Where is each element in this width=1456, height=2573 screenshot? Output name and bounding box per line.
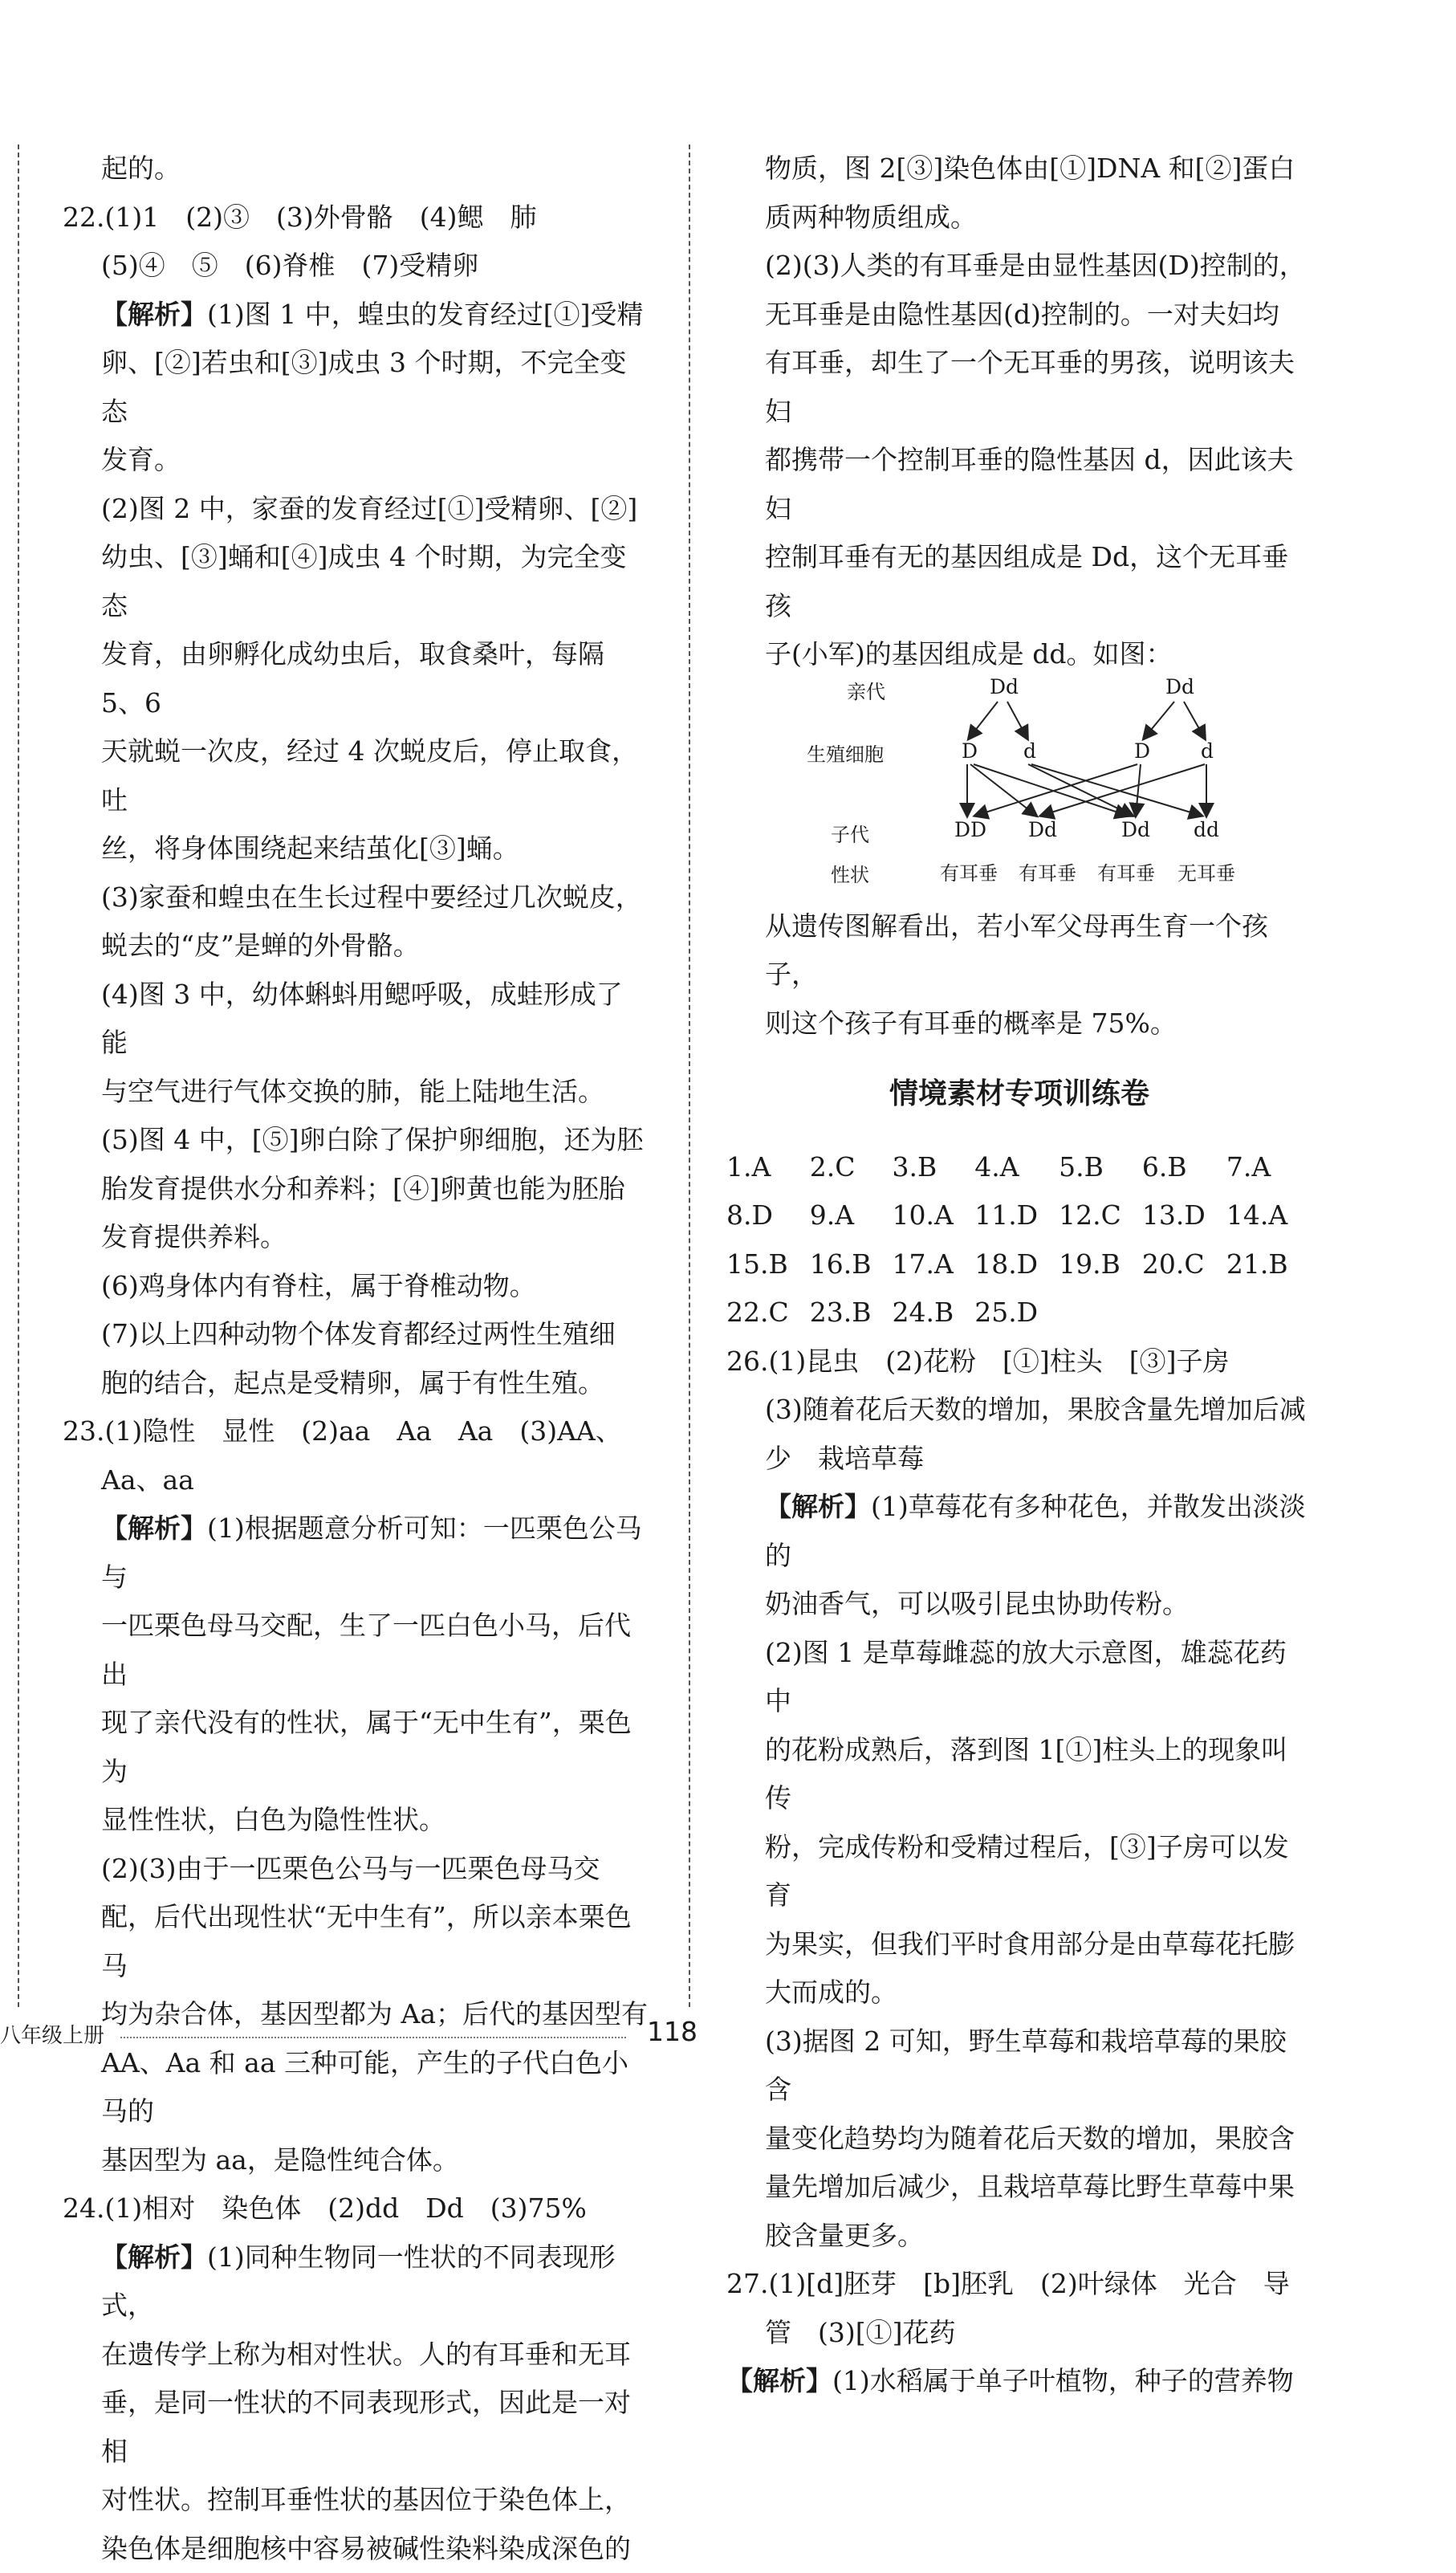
text-line [63,1116,649,1165]
line-text: (1)图 1 中，蝗虫的发育经过[①]受精 [207,299,643,330]
grade-label: 八年级上册 [0,2019,104,2049]
text-line [63,1359,649,1408]
answer-item: 15.B [726,1240,789,1289]
text-line [63,145,649,193]
text-line [63,291,649,340]
text-line [726,902,1312,999]
text-line [726,2163,1312,2212]
line-text: Aa、aa [101,1464,194,1496]
line-text: 量先增加后减少，且栽培草莓比野生草莓中果 [765,2171,1295,2202]
text-line [63,1504,649,1602]
answer-item: 17.A [892,1240,954,1289]
answer-item: 24.B [892,1289,954,1337]
gamete: D [1134,740,1150,763]
text-line [63,2136,649,2185]
line-text: 胶含量更多。 [765,2220,924,2251]
text-line [63,630,649,727]
trait-label: 有耳垂 [1097,862,1155,885]
label-offspring: 子代 [831,824,869,846]
text-line [726,436,1312,533]
line-text: 基因型为 aa，是隐性纯合体。 [101,2144,459,2176]
line-text: 子(小军)的基因组成是 dd。如图： [765,638,1173,670]
answer-item: 25.D [974,1289,1038,1337]
line-text: (5)图 4 中，[⑤]卵白除了保护卵细胞，还为胚 [101,1124,643,1155]
line-text: 丝，将身体围绕起来结茧化[③]蛹。 [101,833,519,864]
text-line [63,1845,649,1894]
line-text: 23.(1)隐性 显性 (2)aa Aa Aa (3)AA、 [63,1415,622,1447]
answer-item: 21.B [1226,1240,1288,1289]
text-line [726,630,1312,679]
text-line [726,339,1312,436]
line-text: (7)以上四种动物个体发育都经过两性生殖细 [101,1318,616,1350]
left-column [63,145,649,2573]
analysis-tag: 【解析】 [101,2241,207,2273]
text-line [726,1629,1312,1726]
heredity-arrows [726,681,1312,896]
line-text: 为果实，但我们平时食用部分是由草莓花托膨 [765,1928,1295,1960]
answer-item: 16.B [810,1240,872,1289]
line-text: 质两种物质组成。 [765,202,977,233]
answer-grid [726,1143,1312,1337]
gamete: d [1023,740,1036,763]
line-text: (1)同种生物同一性状的不同表现形式， [101,2241,616,2322]
line-text: 天就蜕一次皮，经过 4 次蜕皮后，停止取食，吐 [101,735,638,816]
text-line [726,1435,1312,1484]
line-text: 显性性状，白色为隐性性状。 [101,1804,445,1835]
answer-item: 14.A [1226,1191,1288,1240]
text-line [726,1968,1312,2017]
line-text: 染色体是细胞核中容易被碱性染料染成深色的 [101,2533,631,2564]
answer-item: 7.A [1226,1143,1288,1192]
analysis-tag: 【解析】 [726,2365,832,2396]
line-text: 对性状。控制耳垂性状的基因位于染色体上， [101,2484,631,2515]
text-line [726,2115,1312,2164]
text-line [726,1337,1312,1386]
text-line [63,2525,649,2573]
line-text: (6)鸡身体内有脊柱，属于脊椎动物。 [101,1270,536,1301]
line-text: (4)图 3 中，幼体蝌蚪用鳃呼吸，成蛙形成了能 [101,979,623,1059]
text-line [726,242,1312,291]
line-text: 奶油香气，可以吸引昆虫协助传粉。 [765,1588,1189,1619]
text-line [63,727,649,824]
text-line [63,1262,649,1311]
gamete: D [962,740,978,763]
analysis-tag: 【解析】 [765,1491,871,1522]
text-line [63,1310,649,1359]
line-text: 垂，是同一性状的不同表现形式，因此是一对相 [101,2387,631,2467]
text-line [63,1893,649,1990]
line-text: (3)随着花后天数的增加，果胶含量先增加后减 [765,1394,1306,1425]
text-line [63,242,649,291]
text-line [63,824,649,873]
text-line [726,145,1312,193]
answer-item: 1.A [726,1143,789,1192]
text-line [63,2039,649,2136]
answer-item: 5.B [1059,1143,1121,1192]
trait-label: 有耳垂 [940,862,998,885]
section-title: 情境素材专项训练卷 [726,1070,1312,1119]
text-line [726,1920,1312,1969]
answer-item: 18.D [974,1240,1038,1289]
text-line [726,2260,1312,2309]
answer-item: 12.C [1059,1191,1121,1240]
label-trait: 性状 [831,864,869,886]
text-line [63,485,649,534]
line-text: 少 栽培草莓 [765,1443,924,1474]
offspring-genotype: Dd [1028,819,1057,841]
label-gamete: 生殖细胞 [807,743,884,766]
line-text: 都携带一个控制耳垂的隐性基因 d，因此该夫妇 [765,444,1294,524]
line-text: (1)根据题意分析可知：一匹栗色公马与 [101,1512,642,1593]
answer-item: 11.D [974,1191,1038,1240]
text-line [63,1699,649,1796]
text-line [726,1726,1312,1823]
text-line [63,2476,649,2525]
text-line [63,2233,649,2331]
gamete: d [1201,740,1214,763]
line-text: 24.(1)相对 染色体 (2)dd Dd (3)75% [63,2192,587,2224]
line-text: 卵、[②]若虫和[③]成虫 3 个时期，不完全变态 [101,347,626,427]
line-text: (1)水稻属于单子叶植物，种子的营养物 [832,2365,1294,2396]
line-text: (1)草莓花有多种花色，并散发出淡淡的 [765,1491,1306,1571]
trait-label: 无耳垂 [1177,862,1235,885]
line-text: (2)(3)人类的有耳垂是由显性基因(D)控制的， [765,250,1306,281]
line-text: 胞的结合，起点是受精卵，属于有性生殖。 [101,1367,604,1398]
line-text: 一匹栗色母马交配，生了一匹白色小马，后代出 [101,1610,631,1690]
answer-item: 9.A [810,1191,872,1240]
line-text: 则这个孩子有耳垂的概率是 75%。 [765,1008,1177,1039]
text-line [63,193,649,242]
text-line [63,1796,649,1845]
line-text: 有耳垂，却生了一个无耳垂的男孩，说明该夫妇 [765,347,1295,427]
page-footer [0,2019,1456,2051]
line-text: 现了亲代没有的性状，属于“无中生有”，栗色为 [101,1707,632,1787]
line-text: (2)图 1 是草莓雌蕊的放大示意图，雄蕊花药中 [765,1637,1287,1717]
text-line [63,1602,649,1699]
answer-item: 22.C [726,1289,789,1337]
text-line [63,339,649,436]
answer-item: 2.C [810,1143,872,1192]
line-text: 物质，图 2[③]染色体由[①]DNA 和[②]蛋白 [765,153,1295,184]
line-text: 发育。 [101,444,181,475]
answer-item: 23.B [810,1289,872,1337]
line-text: 27.(1)[d]胚芽 [b]胚乳 (2)叶绿体 光合 导 [726,2268,1290,2299]
answer-item: 4.A [974,1143,1038,1192]
line-text: AA、Aa 和 aa 三种可能，产生的子代白色小马的 [101,2047,628,2127]
text-line [726,2309,1312,2358]
line-text: 发育提供养料。 [101,1221,287,1252]
left-binding-line [18,145,19,2007]
line-text: 大而成的。 [765,1977,897,2008]
text-line [63,2331,649,2380]
answer-item: 10.A [892,1191,954,1240]
text-line [726,1823,1312,1920]
line-text: 26.(1)昆虫 (2)花粉 [①]柱头 [③]子房 [726,1346,1229,1377]
text-line [63,533,649,630]
line-text: 配，后代出现性状“无中生有”，所以亲本栗色马 [101,1901,632,1981]
answer-item: 19.B [1059,1240,1121,1289]
line-text: (2)(3)由于一匹栗色公马与一匹栗色母马交 [101,1853,600,1884]
line-text: 与空气进行气体交换的肺，能上陆地生活。 [101,1076,604,1107]
line-text: 控制耳垂有无的基因组成是 Dd，这个无耳垂孩 [765,541,1288,621]
line-text: 起的。 [101,153,181,184]
answer-item: 6.B [1142,1143,1206,1192]
line-text: 管 (3)[①]花药 [765,2317,956,2348]
line-text: 胎发育提供水分和养料；[④]卵黄也能为胚胎 [101,1173,625,1204]
line-text: 发育，由卵孵化成幼虫后，取食桑叶，每隔 5、6 [101,638,604,719]
line-text: 在遗传学上称为相对性状。人的有耳垂和无耳 [101,2339,631,2370]
heredity-diagram [726,681,1312,896]
parent-genotype: Dd [990,676,1019,698]
parent-genotype: Dd [1165,676,1194,698]
line-text: 从遗传图解看出，若小军父母再生育一个孩子， [765,910,1268,991]
offspring-genotype: Dd [1121,819,1150,841]
center-binding-line [689,145,690,2007]
line-text: (5)④ ⑤ (6)脊椎 (7)受精卵 [101,250,478,281]
line-text: 幼虫、[③]蛹和[④]成虫 4 个时期，为完全变态 [101,541,626,621]
text-line [726,193,1312,242]
text-line [63,1456,649,1505]
text-line [63,873,649,922]
text-line [63,1165,649,1214]
line-text: 蜕去的“皮”是蝉的外骨骼。 [101,930,420,961]
label-parent: 亲代 [847,681,885,703]
footer-dotted-line [120,2037,626,2038]
text-line [63,1213,649,1262]
line-text: (3)据图 2 可知，野生草莓和栽培草莓的果胶含 [765,2025,1287,2106]
analysis-tag: 【解析】 [101,299,207,330]
answer-item: 13.D [1142,1191,1206,1240]
line-text: (3)家蚕和蝗虫在生长过程中要经过几次蜕皮， [101,881,642,913]
answer-item: 8.D [726,1191,789,1240]
text-line [63,971,649,1068]
text-line [726,1386,1312,1435]
text-line [726,2357,1312,2406]
line-text: 均为杂合体，基因型都为 Aa；后代的基因型有 [101,1998,648,2029]
answer-item: 20.C [1142,1240,1206,1289]
text-line [63,1407,649,1456]
text-line [726,1483,1312,1580]
line-text: 无耳垂是由隐性基因(d)控制的。一对夫妇均 [765,299,1279,330]
line-text: 22.(1)1 (2)③ (3)外骨骼 (4)鳃 肺 [63,202,536,233]
text-line [63,436,649,485]
text-line [726,1580,1312,1629]
text-line [726,533,1312,630]
text-line [63,2184,649,2233]
text-line [726,291,1312,340]
right-column [726,145,1312,2406]
line-text: 量变化趋势均为随着花后天数的增加，果胶含 [765,2123,1295,2154]
offspring-genotype: dd [1194,819,1219,841]
analysis-tag: 【解析】 [101,1512,207,1544]
offspring-genotype: DD [954,819,986,841]
page-number: 118 [647,2016,697,2047]
answer-item: 3.B [892,1143,954,1192]
line-text: 粉，完成传粉和受精过程后，[③]子房可以发育 [765,1831,1289,1911]
text-line [63,1068,649,1117]
text-line [726,999,1312,1048]
text-line [63,2379,649,2476]
line-text: (2)图 2 中，家蚕的发育经过[①]受精卵、[②] [101,493,637,524]
text-line [63,922,649,971]
line-text: 的花粉成熟后，落到图 1[①]柱头上的现象叫传 [765,1734,1287,1814]
trait-label: 有耳垂 [1019,862,1076,885]
text-line [726,2212,1312,2261]
